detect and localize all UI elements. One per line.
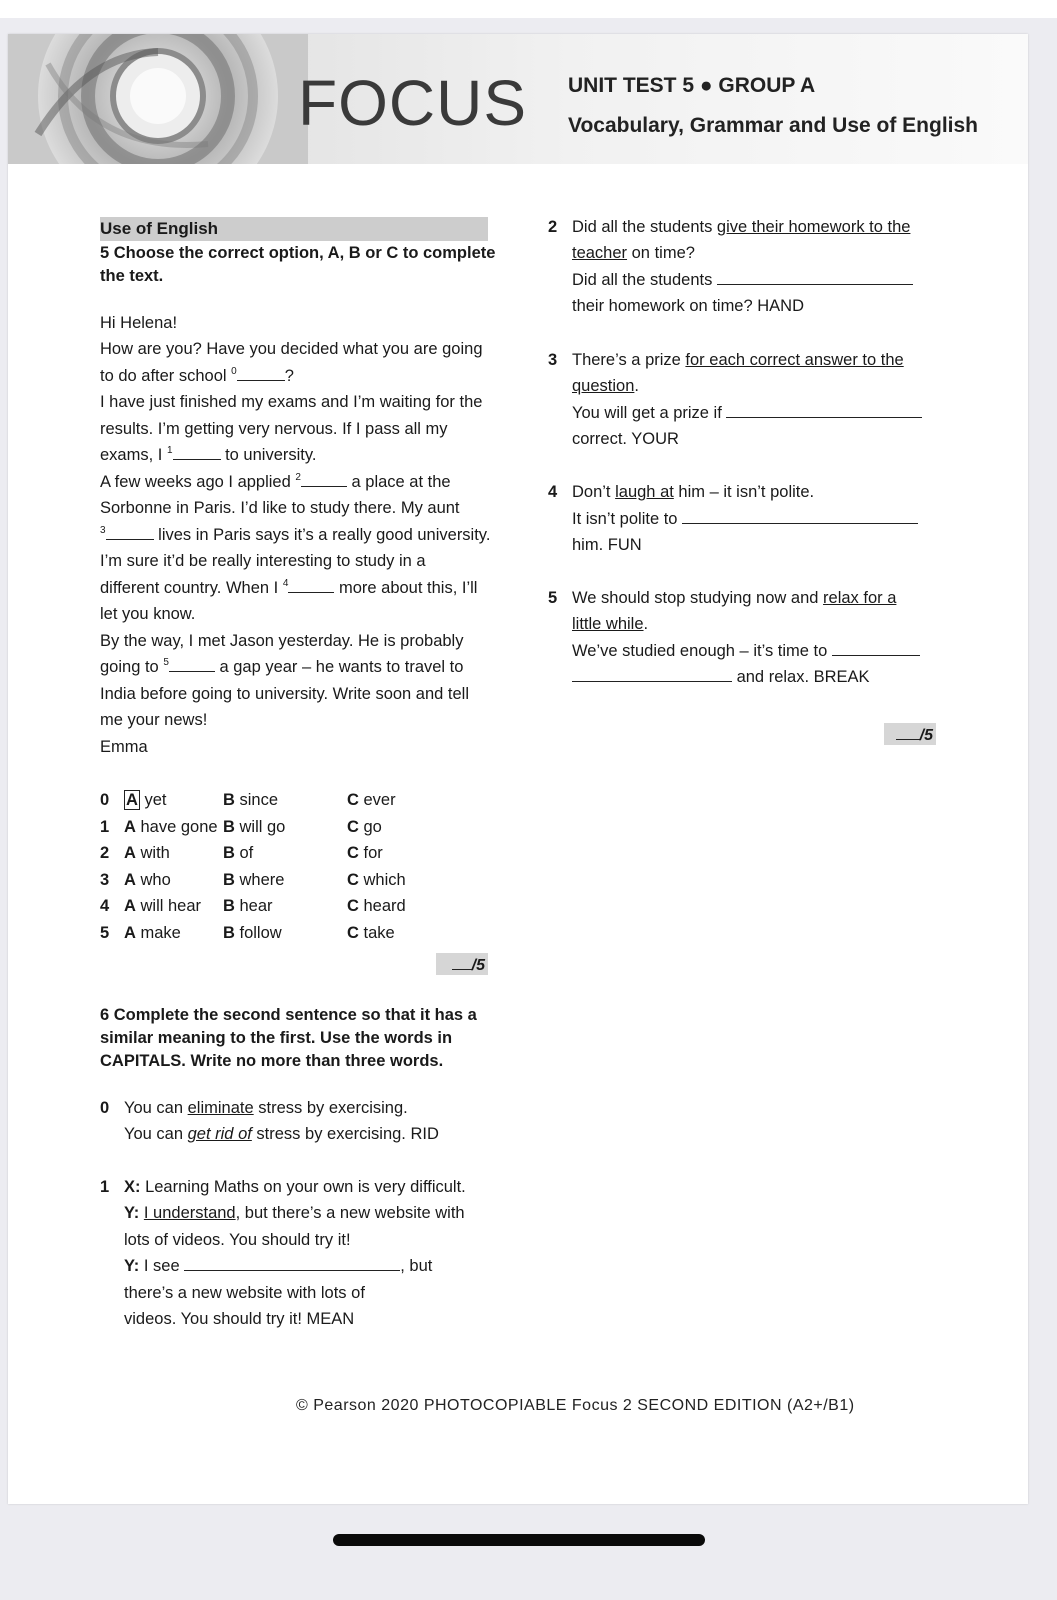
ex6-instruction-cont: CAPITALS. Write no more than three words. <box>100 1052 444 1070</box>
option-c[interactable]: C <box>347 897 359 915</box>
answer-blank[interactable] <box>572 665 732 682</box>
option-c[interactable]: C <box>347 924 359 942</box>
ex6-item-2-line: 2 Did all the students give their homework to the <box>548 218 911 236</box>
letter-line: different country. When I $^4$ more about this, I’ll <box>100 578 478 597</box>
letter-line: results. I’m getting very nervous. If I pass all my <box>100 420 448 438</box>
option-row: 5 A make B follow C take <box>100 924 395 942</box>
letter-line: I have just finished my exams and I’m waiting for the <box>100 393 483 411</box>
option-b[interactable]: B <box>223 791 235 809</box>
option-row: 0 A yet B since C ever <box>100 791 396 809</box>
ex6-score-box[interactable]: /5 <box>884 723 936 745</box>
section-title: Use of English <box>100 217 488 241</box>
option-a[interactable]: A <box>124 871 136 889</box>
ex6-item-1-line: lots of videos. You should try it! <box>124 1231 351 1249</box>
ex6-item-1-line: videos. You should try it! MEAN <box>124 1310 355 1328</box>
gap-3[interactable] <box>106 523 154 540</box>
answer-blank[interactable] <box>832 639 920 656</box>
ex6-item-3-line: You will get a prize if <box>572 400 922 426</box>
ex6-item-0-line: You can get rid of stress by exercising. RID <box>124 1125 439 1143</box>
ex6-item-4-line: him. FUN <box>572 536 642 554</box>
ex6-item-3-line: correct. YOUR <box>572 430 679 448</box>
gap-5[interactable] <box>169 655 215 672</box>
option-a[interactable]: A <box>124 897 136 915</box>
ex6-item-1-line: Y: I understand, but there’s a new website with <box>124 1204 465 1222</box>
brand-logo-text: FOCUS <box>298 67 527 139</box>
option-row: 3 A who B where C which <box>100 871 406 889</box>
ex6-item-1-line: Y: I see , but <box>124 1253 432 1279</box>
option-b[interactable]: B <box>223 844 235 862</box>
ex6-item-3-line: question. <box>572 377 639 395</box>
ex5-score-box[interactable]: /5 <box>436 953 488 975</box>
ex6-item-5-line: and relax. BREAK <box>572 664 870 690</box>
ex6-item-4-line: It isn’t polite to <box>572 506 918 532</box>
option-b[interactable]: B <box>223 871 235 889</box>
ex6-instruction-cont: similar meaning to the first. Use the words in <box>100 1029 453 1047</box>
option-b[interactable]: B <box>223 897 235 915</box>
ex6-item-1-line: 1 X: Learning Maths on your own is very difficult. <box>100 1178 466 1196</box>
option-row: 4 A will hear B hear C heard <box>100 897 406 915</box>
answer-blank[interactable] <box>717 268 913 285</box>
letter-line: How are you? Have you decided what you are going <box>100 340 483 358</box>
ex6-item-5-line: We’ve studied enough – it’s time to <box>572 638 920 664</box>
status-strip <box>0 0 1057 18</box>
letter-line: exams, I $^1$ to university. <box>100 445 317 464</box>
letter-line: Hi Helena! <box>100 314 178 332</box>
unit-subtitle: Vocabulary, Grammar and Use of English <box>568 114 979 137</box>
option-c[interactable]: C <box>347 844 359 862</box>
option-c[interactable]: C <box>347 791 359 809</box>
letter-line: By the way, I met Jason yesterday. He is probably <box>100 632 464 650</box>
option-b[interactable]: B <box>223 818 235 836</box>
letter-signoff: Emma <box>100 738 148 756</box>
answer-blank[interactable] <box>184 1254 400 1271</box>
letter-line: I’m sure it’d be really interesting to study in a <box>100 552 426 570</box>
option-a[interactable]: A <box>124 924 136 942</box>
option-row: 2 A with B of C for <box>100 844 383 862</box>
ex6-item-2-line: Did all the students <box>572 267 913 293</box>
answer-blank[interactable] <box>726 401 922 418</box>
letter-line: going to $^5$ a gap year – he wants to travel to <box>100 657 464 676</box>
ex5-instruction-cont: the text. <box>100 267 164 285</box>
answer-blank[interactable] <box>682 507 918 524</box>
option-a[interactable]: A <box>124 844 136 862</box>
letter-line: $^3$ lives in Paris says it’s a really good university. <box>100 525 491 544</box>
gap-4[interactable] <box>288 576 334 593</box>
letter-line: let you know. <box>100 605 196 623</box>
ex6-item-5-line: 5 We should stop studying now and relax for a <box>548 589 897 607</box>
ex6-item-2-line: their homework on time? HAND <box>572 297 804 315</box>
ex6-item-0-line: 0 You can eliminate stress by exercising. <box>100 1099 408 1117</box>
letter-line: Sorbonne in Paris. I’d like to study there. My aunt <box>100 499 460 517</box>
option-c[interactable]: C <box>347 818 359 836</box>
option-a[interactable]: A <box>124 818 136 836</box>
gap-1[interactable] <box>173 443 221 460</box>
home-indicator-bar[interactable] <box>333 1534 705 1546</box>
letter-line: A few weeks ago I applied $^2$ a place at the <box>100 472 451 491</box>
letter-line: me your news! <box>100 711 208 729</box>
unit-title: UNIT TEST 5 ● GROUP A <box>568 74 816 97</box>
header-banner <box>8 34 1028 164</box>
ex6-item-5-line: little while. <box>572 615 649 633</box>
option-row: 1 A have gone B will go C go <box>100 818 382 836</box>
ex6-item-4-line: 4 Don’t laugh at him – it isn’t polite. <box>548 483 815 501</box>
letter-line: to do after school $^0$ ? <box>100 366 294 385</box>
ex6-item-3-line: 3 There’s a prize for each correct answer to the <box>548 351 904 369</box>
ex6-item-1-line: there’s a new website with lots of <box>124 1284 365 1302</box>
option-b[interactable]: B <box>223 924 235 942</box>
letter-line: India before going to university. Write soon and tell <box>100 685 470 703</box>
ex5-instruction: 5 Choose the correct option, A, B or C to complete <box>100 244 496 262</box>
ex6-instruction: 6 Complete the second sentence so that it has a <box>100 1006 477 1024</box>
option-c[interactable]: C <box>347 871 359 889</box>
ex6-item-2-line: teacher on time? <box>572 244 695 262</box>
gap-2[interactable] <box>301 470 347 487</box>
worksheet-page <box>8 34 1028 1504</box>
selected-answer-box[interactable]: A <box>126 791 138 809</box>
gap-0 <box>237 364 285 381</box>
copyright-footer: © Pearson 2020 PHOTOCOPIABLE Focus 2 SECOND EDITION (A2+/B1) <box>296 1397 855 1414</box>
logo-swirl-graphic <box>8 34 308 164</box>
